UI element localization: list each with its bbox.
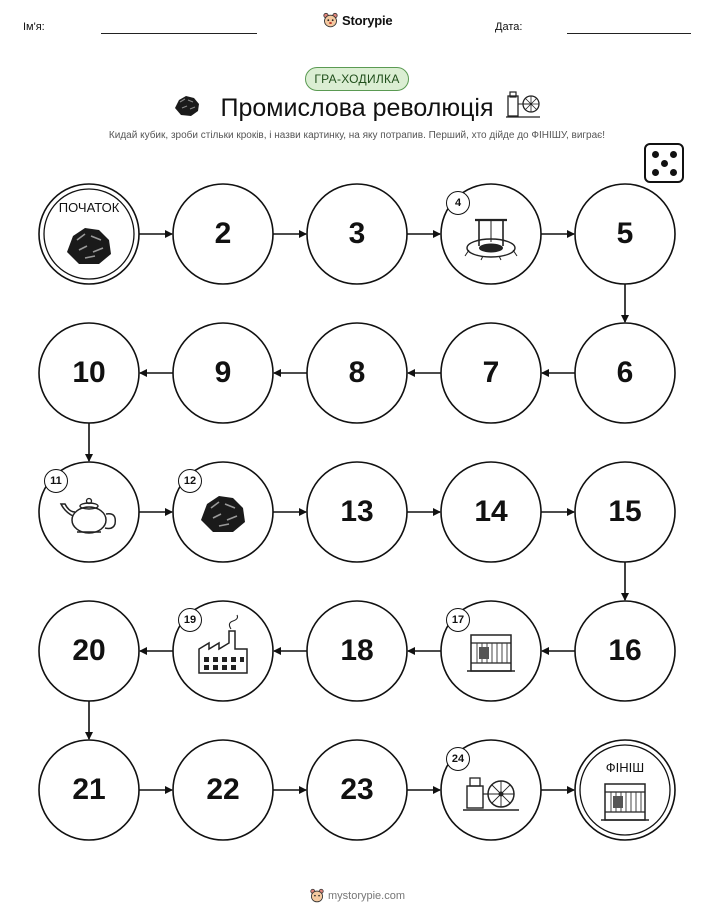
cell-number: 16: [608, 634, 642, 667]
cell-number: 15: [608, 495, 642, 528]
date-label: Дата:: [495, 21, 523, 33]
cell-number: 10: [72, 356, 106, 389]
cell-number: 6: [616, 356, 634, 389]
instructions: Кидай кубик, зроби стільки кроків, і назви картинку, на яку потрапив. Перший, хто дійде до ФІНІШУ, виграє!: [108, 130, 606, 141]
page-title: Промислова революція: [220, 94, 494, 122]
cell-number: 5: [616, 217, 634, 250]
finish-label: ФІНІШ: [605, 760, 645, 775]
footer-url: mystorypie.com: [328, 889, 406, 902]
cell-number: 13: [340, 495, 374, 528]
cell-number-badge: 11: [44, 469, 68, 493]
finish-cell: [575, 740, 675, 840]
cell-number: 8: [348, 356, 366, 389]
cell-number: 2: [214, 217, 232, 250]
cell-number-badge: 24: [446, 747, 470, 771]
cell-number-badge: 17: [446, 608, 470, 632]
name-label: Ім'я:: [23, 21, 45, 33]
cell-number: 3: [348, 217, 366, 250]
cell-number: 22: [206, 773, 240, 806]
cell-number: 18: [340, 634, 374, 667]
cell-number: 20: [72, 634, 106, 667]
cell-number: 14: [474, 495, 508, 528]
footer: [310, 888, 405, 903]
brand-name: Storypie: [342, 12, 393, 28]
cell-number: 21: [72, 773, 106, 806]
cell-number: 23: [340, 773, 374, 806]
bear-logo-icon: [310, 888, 324, 903]
cell-number: 7: [482, 356, 500, 389]
start-label: ПОЧАТОК: [58, 200, 120, 215]
cell-number-badge: 12: [178, 469, 202, 493]
game-type-badge: ГРА-ХОДИЛКА: [305, 67, 409, 91]
cell-number: 9: [214, 356, 232, 389]
cell-number-badge: 19: [178, 608, 202, 632]
cell-number-badge: 4: [446, 191, 470, 215]
